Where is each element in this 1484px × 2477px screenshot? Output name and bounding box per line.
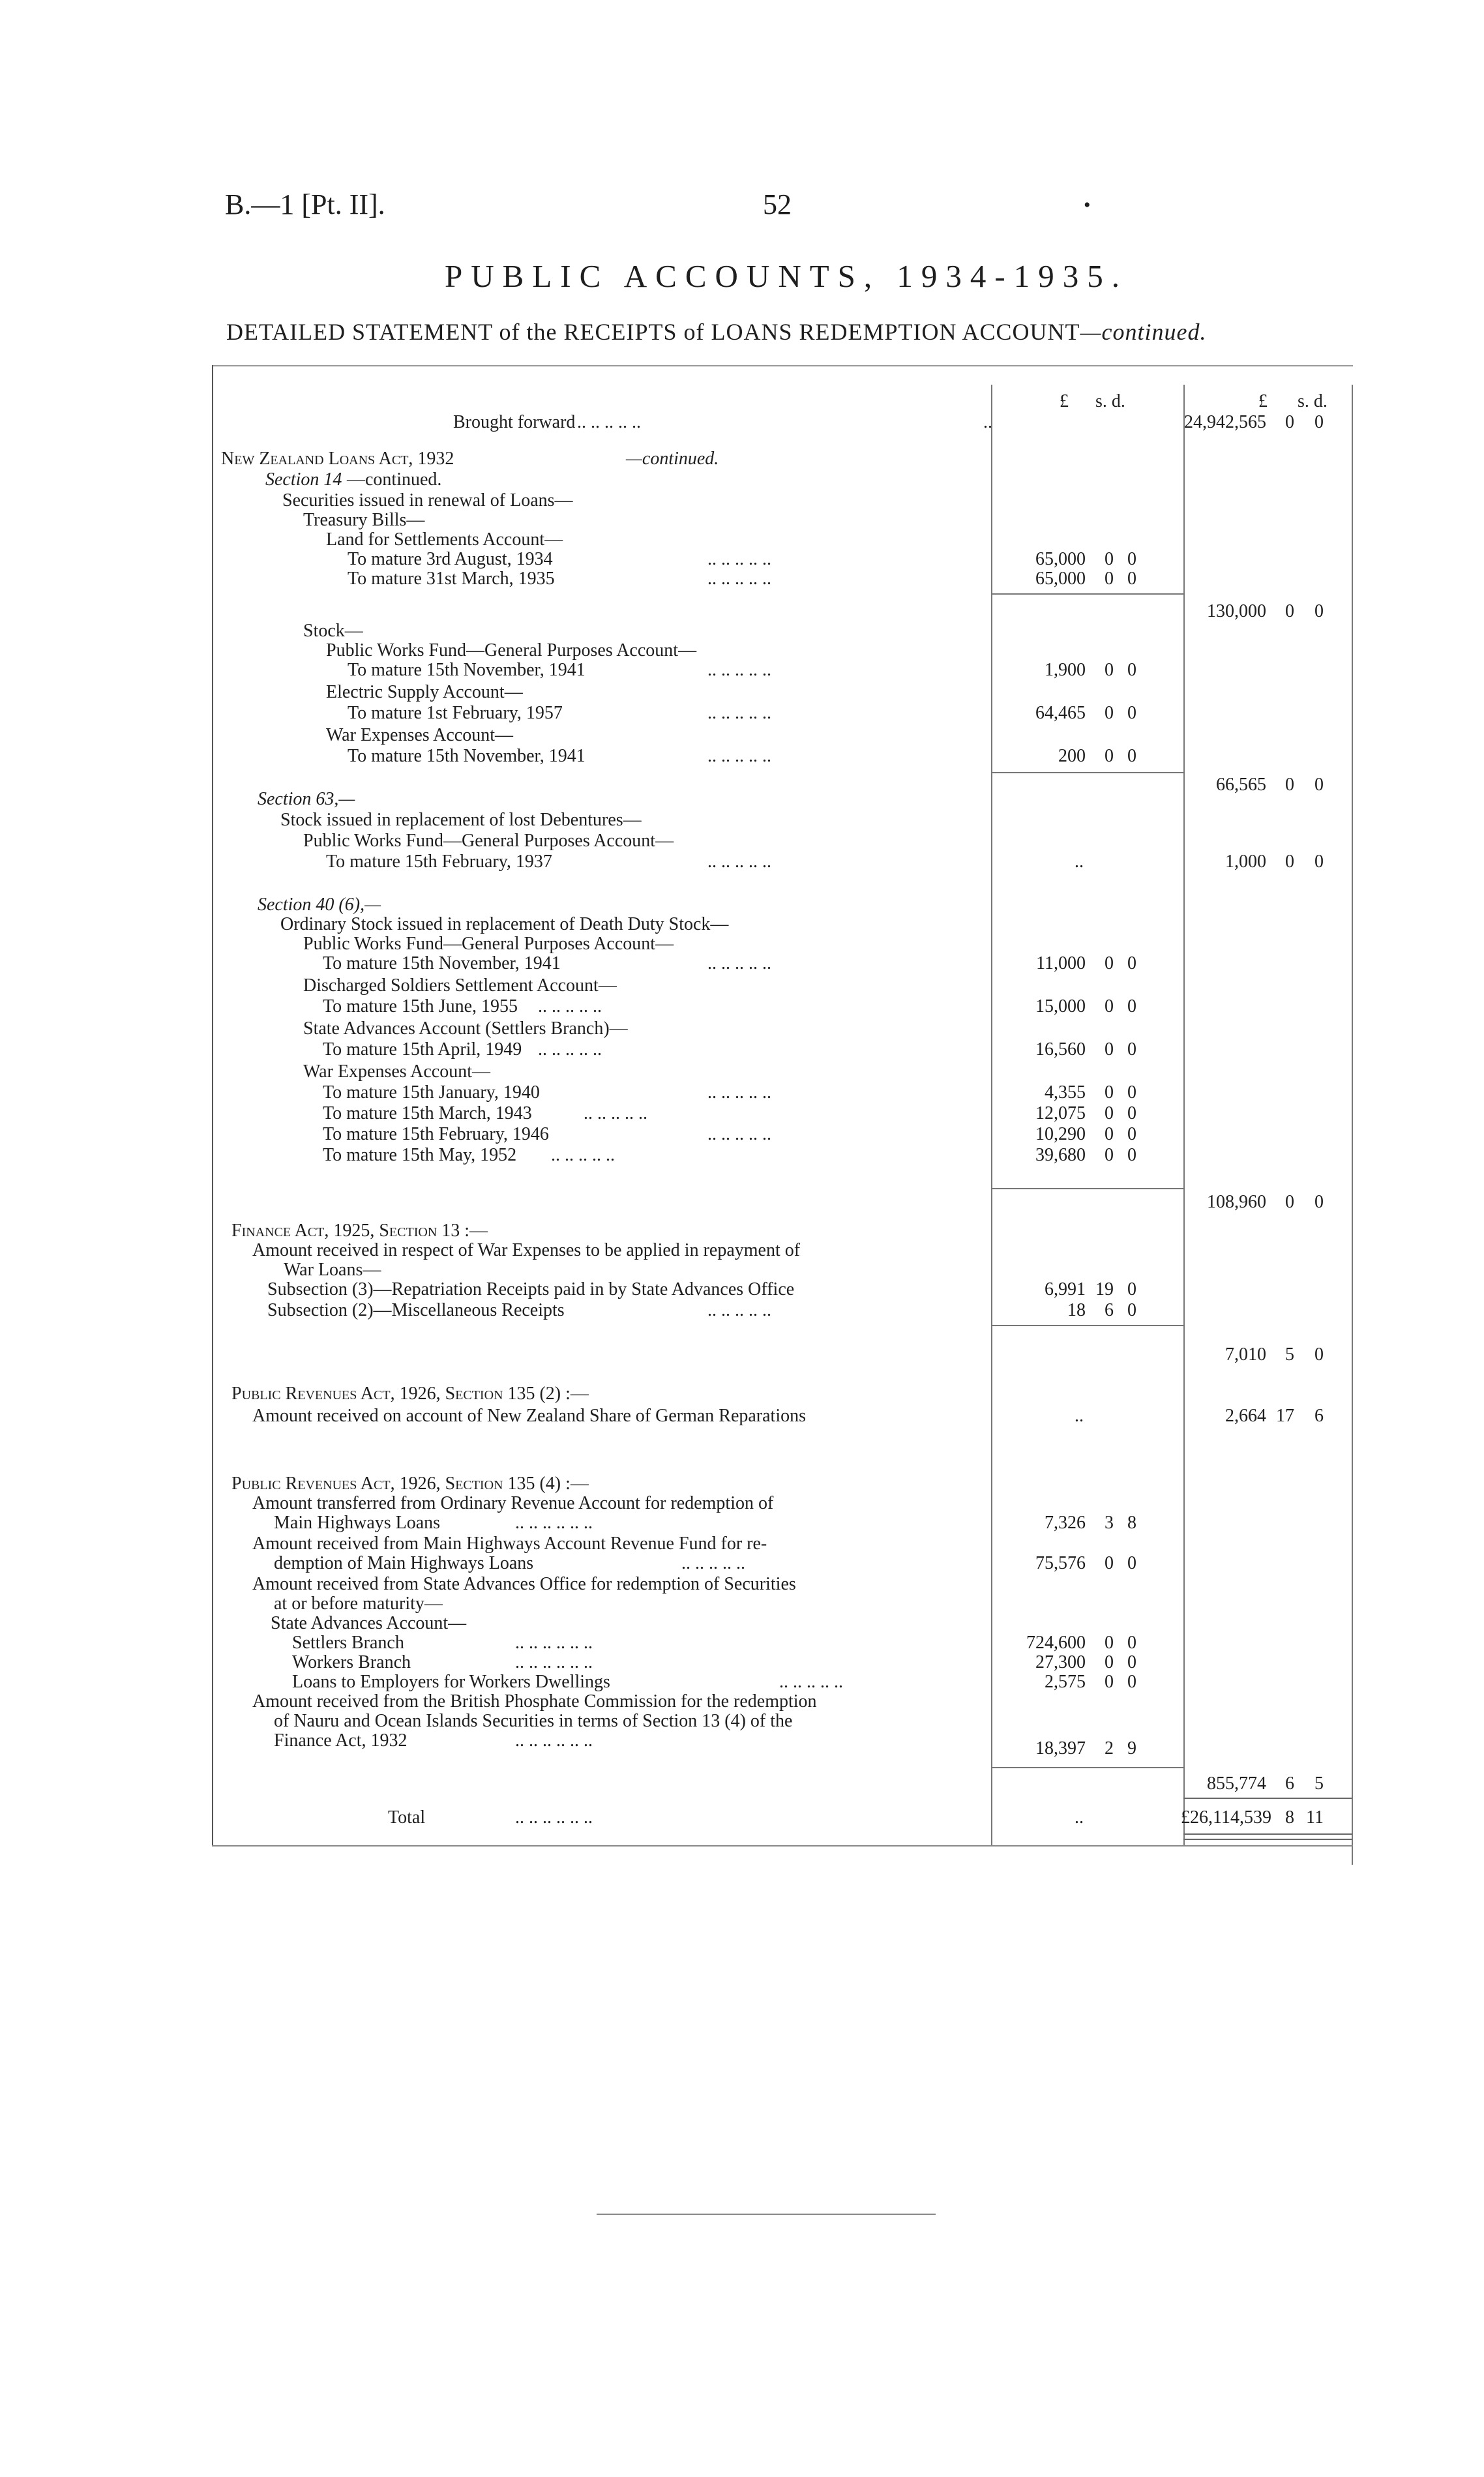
row-label: Treasury Bills— — [303, 510, 425, 530]
row-label: War Expenses Account— — [326, 725, 513, 745]
col1-pence: 8 — [1127, 1513, 1136, 1533]
col2-pounds: 24,942,565 — [1184, 412, 1266, 432]
row-label: To mature 31st March, 1935 — [348, 569, 555, 589]
col1-pounds: 39,680 — [1035, 1145, 1086, 1165]
col1-shillings: 0 — [1105, 703, 1114, 723]
row-leader: .. .. .. .. .. — [707, 660, 771, 680]
row-leader: .. .. .. .. .. — [707, 569, 771, 589]
table-row — [212, 789, 988, 810]
row-label: Settlers Branch — [292, 1633, 404, 1653]
table-row — [212, 1103, 1353, 1124]
table-row — [212, 1672, 1353, 1693]
subtotal-rule — [991, 772, 1183, 773]
col2-pence: 0 — [1314, 412, 1324, 432]
col2-shillings: 17 — [1276, 1406, 1294, 1426]
subtitle-continued: —continued. — [1080, 319, 1207, 345]
subtotal-rule — [991, 1767, 1183, 1768]
col1-sd-header: s. d. — [1095, 391, 1125, 411]
col1-shillings: 0 — [1105, 569, 1114, 589]
table-row — [212, 1773, 1353, 1794]
col2-shillings: 0 — [1285, 852, 1294, 872]
table-row — [212, 996, 1353, 1017]
total-double-rule — [1183, 1839, 1352, 1840]
row-label: To mature 15th February, 1937 — [326, 852, 552, 872]
table-row — [212, 469, 988, 490]
row-leader: .. .. .. .. .. — [707, 953, 771, 973]
row-label: War Expenses Account— — [303, 1061, 490, 1082]
table-row — [212, 1082, 1353, 1103]
row-label: Public Works Fund—General Purposes Account— — [303, 934, 674, 954]
table-row — [212, 1652, 1353, 1673]
table-row — [212, 449, 988, 469]
col1-shillings: 0 — [1105, 1652, 1114, 1672]
row-label: demption of Main Highways Loans — [274, 1553, 534, 1573]
col1-pence: 0 — [1127, 1124, 1136, 1144]
row-label: Public Works Fund—General Purposes Account— — [326, 640, 697, 660]
row-label: Amount received from Main Highways Account Revenue Fund for re- — [252, 1534, 767, 1554]
col1-pence: 0 — [1127, 953, 1136, 973]
table-row — [212, 660, 1353, 681]
total-pence: 11 — [1306, 1807, 1324, 1828]
table-row — [212, 510, 988, 531]
row-leader: .. .. .. .. .. — [681, 1553, 745, 1573]
col1-pounds: 12,075 — [1035, 1103, 1086, 1123]
col2-pounds: 855,774 — [1207, 1773, 1266, 1794]
col1-shillings: 0 — [1105, 953, 1114, 973]
col2-shillings: 0 — [1285, 775, 1294, 795]
col1-pence: 0 — [1127, 1145, 1136, 1165]
row-leader: .. .. .. .. .. — [707, 549, 771, 569]
document-reference: B.—1 [Pt. II]. — [225, 188, 385, 220]
subsection-heading: Section 14 — [265, 469, 342, 490]
row-leader: .. .. .. .. .. .. — [515, 1807, 593, 1828]
row-leader: .. .. .. .. .. .. — [515, 1513, 593, 1533]
table-bottom-rule — [212, 1845, 1353, 1847]
table-row — [212, 1221, 988, 1241]
row-leader: .. .. .. .. .. — [551, 1145, 615, 1165]
col1-pounds: 2,575 — [1045, 1672, 1086, 1692]
receipts-table — [212, 365, 1353, 1852]
col2-pounds: 2,664 — [1225, 1406, 1266, 1426]
col1-pence: 0 — [1127, 660, 1136, 680]
table-row — [212, 703, 1353, 724]
table-row — [212, 725, 988, 746]
row-leader: .. .. .. .. .. — [707, 852, 771, 872]
col2-pounds: 108,960 — [1207, 1192, 1266, 1212]
col2-pence: 0 — [1314, 852, 1324, 872]
col2-sd-header: s. d. — [1298, 391, 1328, 411]
col1-value: .. — [1075, 1807, 1084, 1828]
page-subtitle — [226, 318, 1207, 346]
table-row — [212, 810, 988, 831]
col1-pounds: 10,290 — [1035, 1124, 1086, 1144]
col1-pounds: 65,000 — [1035, 549, 1086, 569]
col1-pounds: 18,397 — [1035, 1738, 1086, 1758]
col1-pence: 0 — [1127, 1103, 1136, 1123]
table-row — [212, 569, 1353, 589]
col1-shillings: 0 — [1105, 1082, 1114, 1103]
col1-shillings: 0 — [1105, 549, 1114, 569]
col2-shillings: 0 — [1285, 601, 1294, 621]
table-row — [212, 1474, 988, 1494]
table-row — [212, 1613, 988, 1634]
col1-shillings: 0 — [1105, 1553, 1114, 1573]
table-row — [212, 529, 988, 550]
col1-pounds: 6,991 — [1045, 1279, 1086, 1299]
col1-pence: 0 — [1127, 1082, 1136, 1103]
row-leader: .. .. .. .. .. .. — [515, 1730, 593, 1751]
col1-shillings: 2 — [1105, 1738, 1114, 1758]
table-row — [212, 549, 1353, 570]
table-row — [212, 1344, 1353, 1365]
table-row — [212, 1691, 988, 1712]
section-heading: Public Revenues Act, 1926, Section 135 (4) :— — [231, 1474, 589, 1494]
row-label: of Nauru and Ocean Islands Securities in terms of Section 13 (4) of the — [274, 1711, 793, 1731]
table-row — [212, 1553, 1353, 1574]
col1-pence: 0 — [1127, 1300, 1136, 1320]
col1-shillings: 0 — [1105, 1633, 1114, 1653]
row-label: Public Works Fund—General Purposes Account— — [303, 831, 674, 851]
section-heading: New Zealand Loans Act, 1932 — [221, 449, 454, 469]
col2-shillings: 6 — [1285, 1773, 1294, 1794]
total-row — [212, 1807, 1353, 1828]
table-row — [212, 1260, 988, 1281]
col1-pounds: 15,000 — [1035, 996, 1086, 1016]
col1-pounds: 200 — [1058, 746, 1086, 766]
col1-pounds-header: £ — [1060, 391, 1069, 411]
table-row — [212, 975, 988, 996]
table-row — [212, 1384, 988, 1404]
col1-shillings: 19 — [1095, 1279, 1114, 1299]
row-label: Amount received from the British Phosphate Commission for the redemption — [252, 1691, 817, 1712]
col1-pence: 0 — [1127, 703, 1136, 723]
row-leader: .. .. .. .. .. — [707, 703, 771, 723]
row-label: To mature 3rd August, 1934 — [348, 549, 553, 569]
brought-forward-label: Brought forward — [453, 412, 576, 432]
row-label: Loans to Employers for Workers Dwellings — [292, 1672, 610, 1692]
row-label: Amount received in respect of War Expenses to be applied in repayment of — [252, 1240, 801, 1260]
row-leader: .. .. .. .. .. .. — [515, 1652, 593, 1672]
col1-shillings: 0 — [1105, 660, 1114, 680]
col1-shillings: 0 — [1105, 1672, 1114, 1692]
table-row — [212, 746, 1353, 767]
col2-pounds: 7,010 — [1225, 1344, 1266, 1365]
col1-pence: 0 — [1127, 1652, 1136, 1672]
row-label: Securities issued in renewal of Loans— — [282, 490, 573, 511]
col1-pence: 9 — [1127, 1738, 1136, 1758]
col1-shillings: 0 — [1105, 996, 1114, 1016]
total-bottom-rule — [1183, 1833, 1352, 1835]
col2-shillings: 5 — [1285, 1344, 1294, 1365]
row-label: Ordinary Stock issued in replacement of Death Duty Stock— — [280, 914, 729, 934]
table-row — [212, 1633, 1353, 1654]
row-label: To mature 15th January, 1940 — [323, 1082, 540, 1103]
row-label: at or before maturity— — [274, 1594, 443, 1614]
row-leader: .. .. .. .. .. — [779, 1672, 843, 1692]
col2-pounds: 1,000 — [1225, 852, 1266, 872]
row-leader: .. .. .. .. .. .. — [515, 1633, 593, 1653]
table-row — [212, 1493, 988, 1514]
col1-pounds: 4,355 — [1045, 1082, 1086, 1103]
total-label: Total — [388, 1807, 426, 1828]
col1-pence: 0 — [1127, 1279, 1136, 1299]
col2-pence: 5 — [1314, 1773, 1324, 1794]
row-label: To mature 1st February, 1957 — [348, 703, 563, 723]
col2-pounds: 130,000 — [1207, 601, 1266, 621]
row-label: Finance Act, 1932 — [274, 1730, 408, 1751]
col2-pounds: 66,565 — [1216, 775, 1266, 795]
table-row — [212, 831, 988, 852]
table-row — [212, 412, 1353, 433]
row-label: To mature 15th November, 1941 — [323, 953, 561, 973]
table-row — [212, 1124, 1353, 1145]
col1-shillings: 3 — [1105, 1513, 1114, 1533]
col1-pence: 0 — [1127, 1633, 1136, 1653]
row-label: Workers Branch — [292, 1652, 411, 1672]
col1-shillings: 0 — [1105, 1039, 1114, 1060]
col2-pounds-header: £ — [1258, 391, 1268, 411]
page-mark: • — [1084, 194, 1091, 216]
col1-value: .. — [1075, 1406, 1084, 1426]
col1-pounds: 18 — [1067, 1300, 1086, 1320]
col2-pence: 0 — [1314, 1344, 1324, 1365]
table-row — [212, 852, 1353, 872]
table-row — [212, 1279, 1353, 1300]
col1-pounds: 1,900 — [1045, 660, 1086, 680]
row-leader: .. .. .. .. .. — [538, 1039, 602, 1060]
col1-pence: 0 — [1127, 549, 1136, 569]
total-pounds: £26,114,539 — [1181, 1807, 1271, 1828]
row-leader: .. .. .. .. .. — [707, 746, 771, 766]
section-heading-cont: —continued. — [626, 449, 719, 469]
row-label: Stock issued in replacement of lost Debentures— — [280, 810, 642, 830]
page-number: 52 — [763, 188, 792, 220]
col1-value: .. — [1075, 852, 1084, 872]
table-row — [212, 640, 988, 661]
col1-pounds: 7,326 — [1045, 1513, 1086, 1533]
table-row — [212, 1145, 1353, 1166]
subsection-heading: Section 63,— — [258, 789, 355, 809]
col1-shillings: 6 — [1105, 1300, 1114, 1320]
table-row — [212, 1594, 988, 1614]
table-row — [212, 601, 1353, 622]
table-row — [212, 1513, 1353, 1534]
table-row — [212, 621, 988, 642]
table-row — [212, 895, 988, 915]
col1-pence: 0 — [1127, 569, 1136, 589]
row-leader: .. .. .. .. .. — [707, 1300, 771, 1320]
row-label: To mature 15th November, 1941 — [348, 746, 586, 766]
row-label: To mature 15th February, 1946 — [323, 1124, 549, 1144]
table-row — [212, 1018, 988, 1039]
col1-pounds: 27,300 — [1035, 1652, 1086, 1672]
table-row — [212, 682, 988, 703]
col1-pounds: 65,000 — [1035, 569, 1086, 589]
table-row — [212, 1300, 1353, 1321]
row-label: Land for Settlements Account— — [326, 529, 563, 550]
col2-pence: 0 — [1314, 1192, 1324, 1212]
section-heading: Finance Act, 1925, Section 13 :— — [231, 1221, 488, 1241]
row-label: Subsection (3)—Repatriation Receipts paid in by State Advances Office — [267, 1279, 795, 1299]
subtotal-rule — [991, 593, 1183, 595]
col2-shillings: 0 — [1285, 1192, 1294, 1212]
row-leader: .. .. .. .. .. — [577, 412, 641, 432]
row-label: To mature 15th April, 1949 — [323, 1039, 522, 1060]
col1-pounds: 724,600 — [1026, 1633, 1086, 1653]
row-label: Stock— — [303, 621, 363, 641]
row-label: Amount received on account of New Zealand Share of German Reparations — [252, 1406, 807, 1426]
table-row — [212, 1240, 988, 1261]
table-row — [212, 1406, 1353, 1427]
col2-shillings: 0 — [1285, 412, 1294, 432]
subtitle-main: DETAILED STATEMENT of the RECEIPTS of LOANS REDEMPTION ACCOUNT — [226, 319, 1080, 345]
row-label: Amount transferred from Ordinary Revenue Account for redemption of — [252, 1493, 774, 1513]
col1-shillings: 0 — [1105, 1103, 1114, 1123]
col1-pence: 0 — [1127, 1672, 1136, 1692]
row-label: Electric Supply Account— — [326, 682, 523, 702]
subsection-heading-cont: —continued. — [347, 469, 442, 490]
total-top-rule — [1183, 1798, 1352, 1799]
row-leader: .. .. .. .. .. — [584, 1103, 647, 1123]
subtotal-rule — [991, 1188, 1183, 1189]
table-row — [212, 1711, 988, 1732]
section-heading: Public Revenues Act, 1926, Section 135 (2) :— — [231, 1384, 589, 1404]
col1-shillings: 0 — [1105, 1145, 1114, 1165]
table-row — [212, 953, 1353, 974]
table-row — [212, 490, 988, 511]
row-label: To mature 15th June, 1955 — [323, 996, 518, 1016]
subsection-heading: Section 40 (6),— — [258, 895, 381, 915]
col1-pounds: 11,000 — [1036, 953, 1086, 973]
table-row — [212, 1192, 1353, 1213]
row-label: Amount received from State Advances Office for redemption of Securities — [252, 1574, 796, 1594]
row-leader: .. .. .. .. .. — [707, 1082, 771, 1103]
table-row — [212, 1061, 988, 1082]
footer-divider — [597, 2214, 936, 2215]
col1-pounds: 75,576 — [1035, 1553, 1086, 1573]
col1-pence: 0 — [1127, 1039, 1136, 1060]
row-leader: .. .. .. .. .. — [707, 1124, 771, 1144]
col1-pence: 0 — [1127, 746, 1136, 766]
col1-pounds: 16,560 — [1035, 1039, 1086, 1060]
col1-shillings: 0 — [1105, 746, 1114, 766]
row-label: To mature 15th March, 1943 — [323, 1103, 532, 1123]
table-row — [212, 1730, 1353, 1758]
col1-pence: 0 — [1127, 1553, 1136, 1573]
col1-value: .. — [983, 412, 992, 432]
page-title: PUBLIC ACCOUNTS, 1934-1935. — [445, 258, 1128, 294]
col2-pence: 6 — [1314, 1406, 1324, 1426]
col1-pence: 0 — [1127, 996, 1136, 1016]
row-label: To mature 15th May, 1952 — [323, 1145, 517, 1165]
col2-pence: 0 — [1314, 775, 1324, 795]
total-shillings: 8 — [1285, 1807, 1294, 1828]
row-label: To mature 15th November, 1941 — [348, 660, 586, 680]
row-label: Discharged Soldiers Settlement Account— — [303, 975, 617, 996]
col1-shillings: 0 — [1105, 1124, 1114, 1144]
row-label: State Advances Account (Settlers Branch)— — [303, 1018, 628, 1039]
subtotal-rule — [991, 1325, 1183, 1326]
table-row — [212, 934, 988, 955]
row-label: Subsection (2)—Miscellaneous Receipts — [267, 1300, 565, 1320]
table-row — [212, 1574, 988, 1595]
row-label: Main Highways Loans — [274, 1513, 441, 1533]
col1-pounds: 64,465 — [1035, 703, 1086, 723]
table-row — [212, 1039, 1353, 1060]
row-label: State Advances Account— — [271, 1613, 467, 1633]
table-top-rule — [212, 365, 1353, 366]
row-leader: .. .. .. .. .. — [538, 996, 602, 1016]
col2-pence: 0 — [1314, 601, 1324, 621]
table-row — [212, 914, 988, 935]
table-row — [212, 1534, 988, 1554]
row-label: War Loans— — [284, 1260, 381, 1280]
